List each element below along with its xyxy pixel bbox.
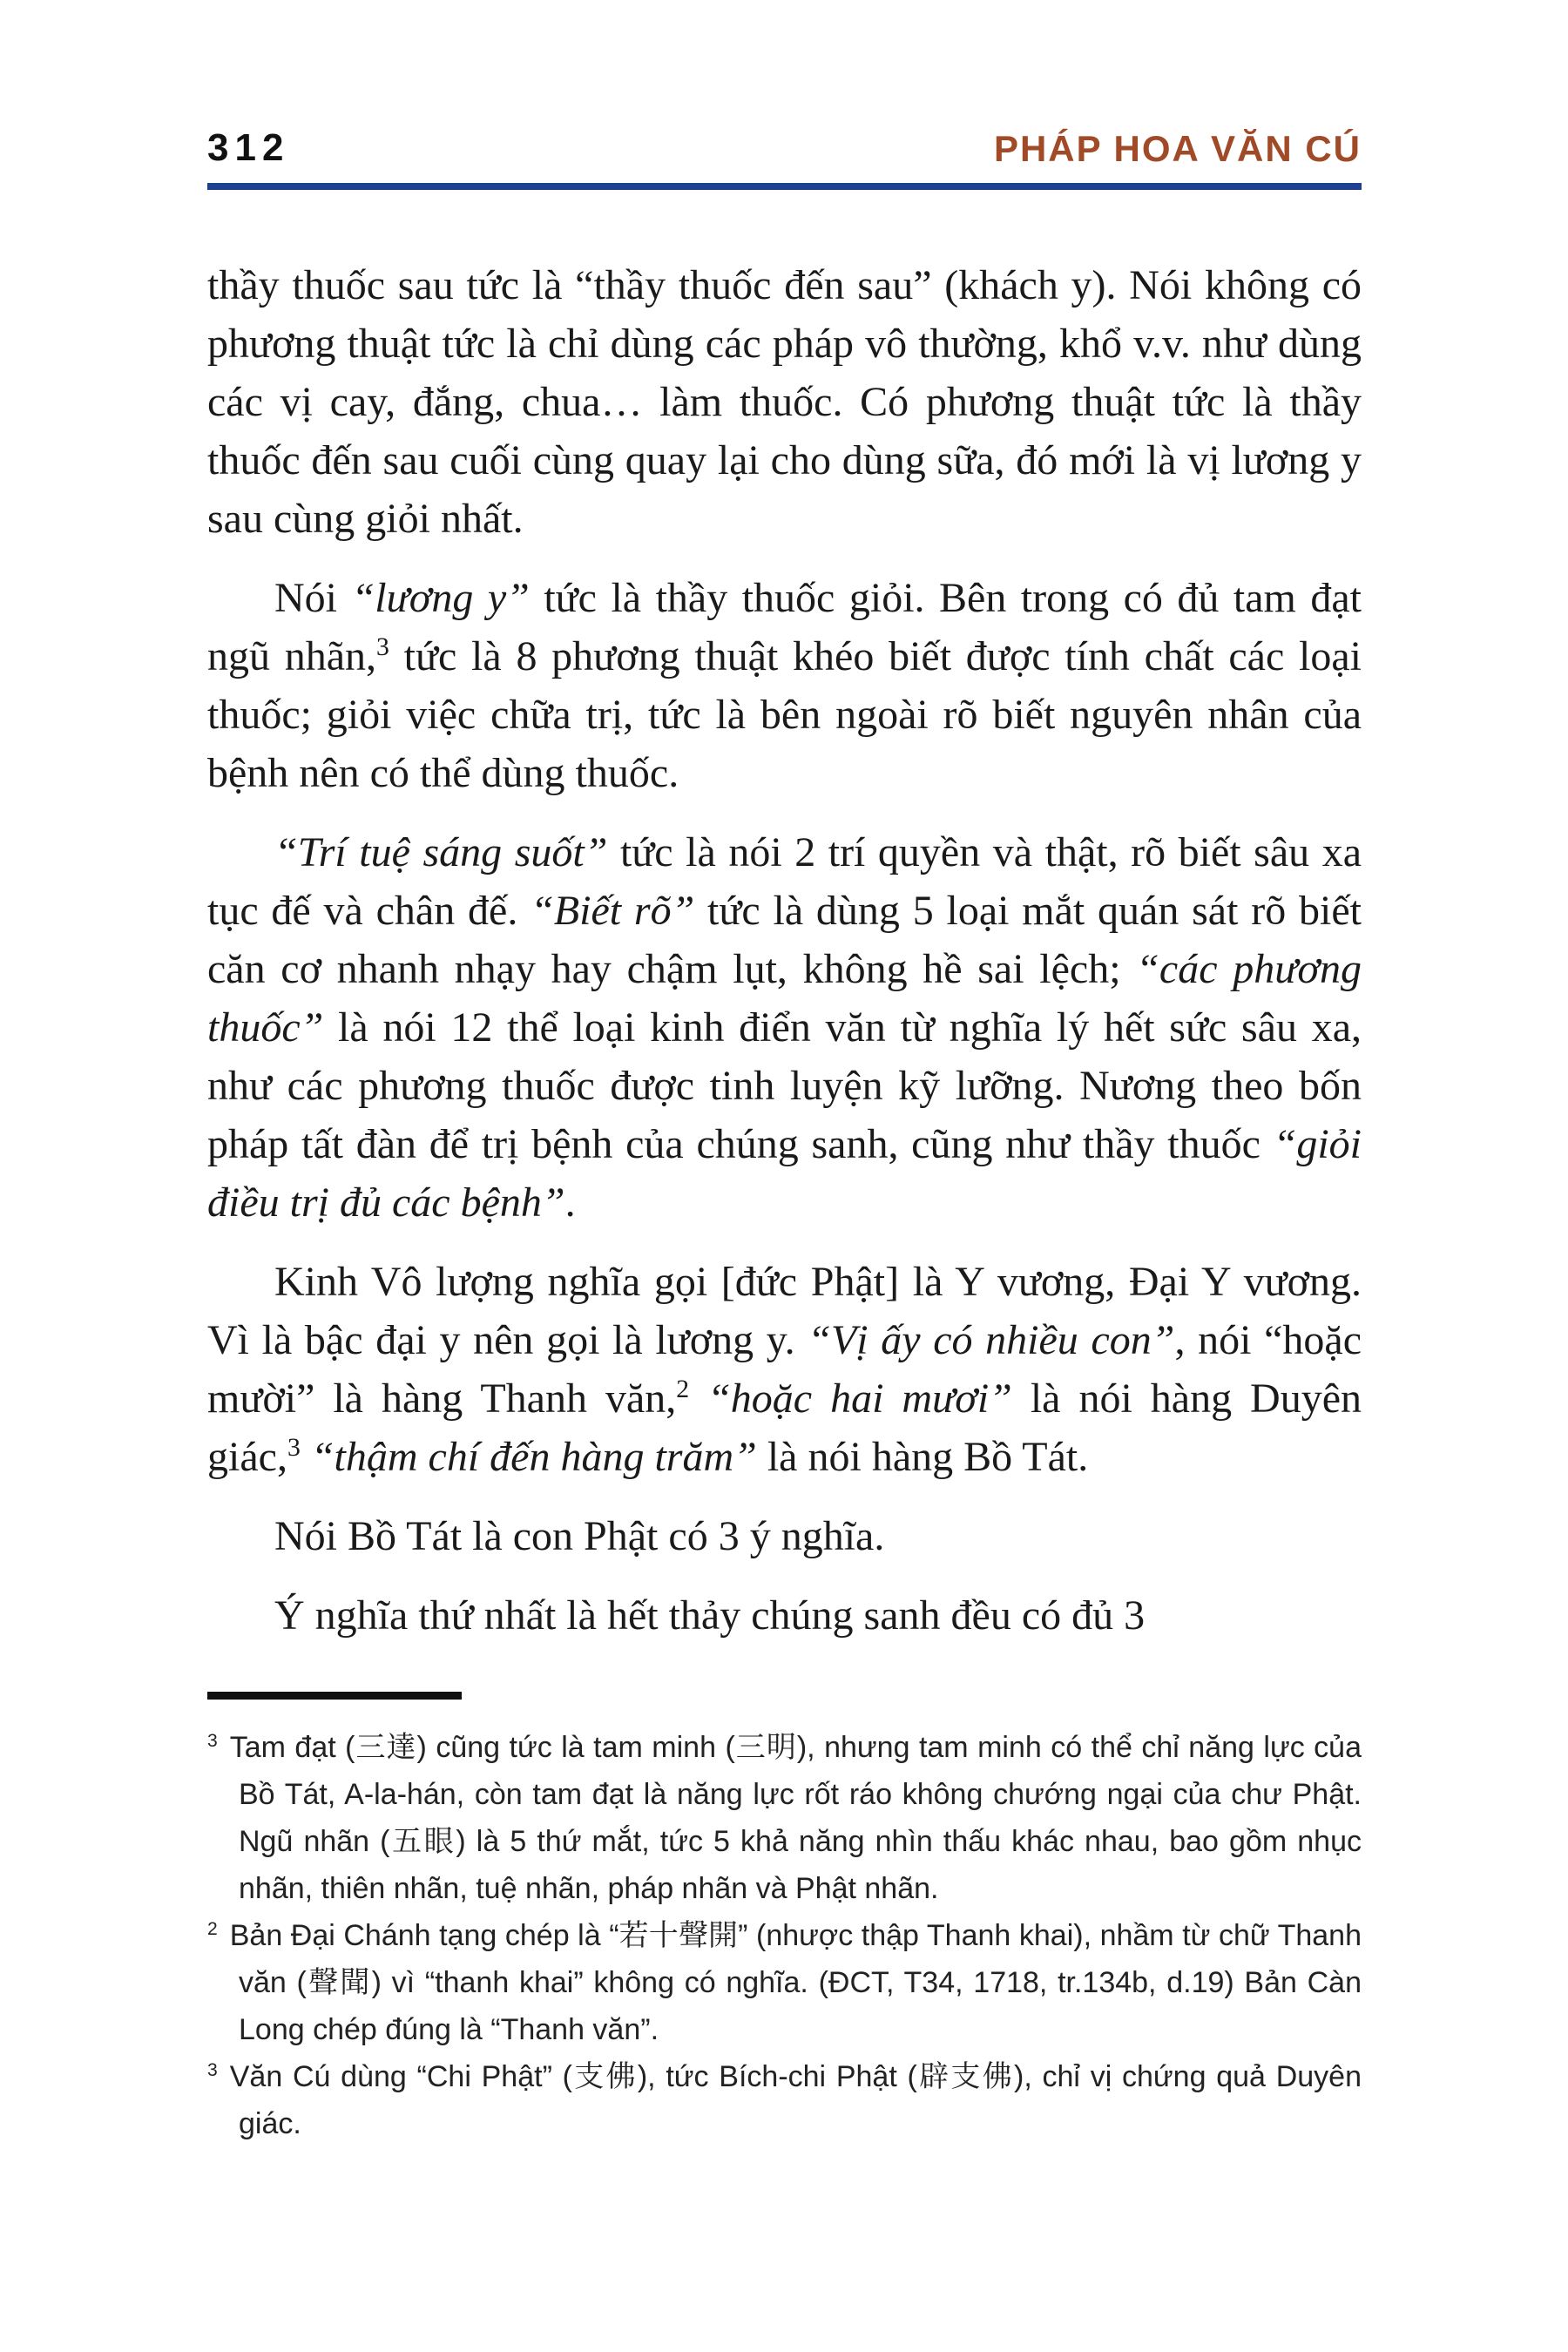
italic-run: “lương y” — [351, 575, 530, 621]
text-run: Bản Đại Chánh tạng chép là “若十聲開” (nhược thập Thanh khai), nhầm từ chữ Thanh văn (聲聞) vì “thanh khai” không có nghĩa. (ĐCT, T34, 1718, tr.134b, d.19) Bản Càn Long chép đúng là “Thanh văn”. — [229, 1919, 1362, 2046]
italic-run: “Vị ấy có nhiều con” — [808, 1317, 1175, 1363]
text-run: là nói 12 thể loại kinh điển văn từ nghĩa lý hết sức sâu xa, như các phương thuốc được tinh luyện kỹ lưỡng. Nương theo bốn pháp tất đàn để trị bệnh của chúng sanh, cũng như thầy thuốc — [207, 1004, 1362, 1167]
footnote-marker: 3 — [207, 2059, 218, 2080]
footnotes-section — [207, 1724, 1362, 2147]
text-run: Nói Bồ Tát là con Phật có 3 ý nghĩa. — [274, 1513, 885, 1559]
italic-run: “Biết rõ” — [531, 888, 695, 934]
italic-run: “hoặc hai mươi” — [707, 1375, 1012, 1422]
text-run — [689, 1375, 707, 1422]
text-run: , nói “hoặc mười” là hàng Thanh văn, — [207, 1317, 1362, 1422]
text-run: Ý nghĩa thứ nhất là hết thảy chúng sanh đều có đủ 3 — [274, 1592, 1146, 1639]
paragraph — [207, 1586, 1362, 1645]
text-run: là nói hàng Bồ Tát. — [756, 1434, 1089, 1480]
italic-run: “Trí tuệ sáng suốt” — [274, 829, 608, 875]
paragraph — [207, 823, 1362, 1232]
footnote-separator — [207, 1692, 462, 1700]
text-run: . — [564, 1179, 576, 1226]
footnote-reference: 3 — [376, 632, 389, 661]
text-run — [301, 1434, 311, 1480]
text-run: tức là thầy thuốc giỏi. Bên trong có đủ tam đạt ngũ nhãn, — [207, 575, 1362, 679]
text-run: tức là 8 phương thuật khéo biết được tính chất các loại thuốc; giỏi việc chữa trị, tức là bên ngoài rõ biết nguyên nhân của bệnh nên có thể dùng thuốc. — [207, 633, 1362, 796]
italic-run: “thậm chí đến hàng trăm” — [310, 1434, 757, 1480]
text-run: Nói — [274, 575, 352, 621]
running-title: PHÁP HOA VĂN CÚ — [993, 128, 1362, 169]
paragraph — [207, 256, 1362, 548]
paragraph — [207, 1253, 1362, 1486]
italic-run: “các phương thuốc” — [207, 946, 1362, 1051]
text-run: Kinh Vô lượng nghĩa gọi [đức Phật] là Y vương, Đại Y vương. Vì là bậc đại y nên gọi là lương y. — [207, 1259, 1362, 1363]
text-run: là nói hàng Duyên giác, — [207, 1375, 1362, 1480]
footnote-reference: 2 — [676, 1375, 690, 1403]
footnote — [207, 1724, 1362, 1912]
text-run: Văn Cú dùng “Chi Phật” (支佛), tức Bích-chi Phật (辟支佛), chỉ vị chứng quả Duyên giác. — [229, 2060, 1362, 2140]
paragraph — [207, 569, 1362, 802]
footnote-marker: 3 — [207, 1730, 218, 1751]
text-run: tức là nói 2 trí quyền và thật, rõ biết sâu xa tục đế và chân đế. — [207, 829, 1362, 934]
text-run: tức là dùng 5 loại mắt quán sát rõ biết căn cơ nhanh nhạy hay chậm lụt, không hề sai lệch; — [207, 888, 1362, 992]
paragraph — [207, 1507, 1362, 1565]
footnote-marker: 2 — [207, 1918, 218, 1939]
text-run: thầy thuốc sau tức là “thầy thuốc đến sau” (khách y). Nói không có phương thuật tức là chỉ dùng các pháp vô thường, khổ v.v. như dùng các vị cay, đắng, chua… làm thuốc. Có phương thuật tức là thầy thuốc đến sau cuối cùng quay lại cho dùng sữa, đó mới là vị lương y sau cùng giỏi nhất. — [207, 262, 1362, 542]
footnote — [207, 1912, 1362, 2053]
page-header — [207, 126, 1362, 190]
footnote-reference: 3 — [287, 1433, 301, 1462]
page-number: 312 — [207, 126, 290, 169]
italic-run: “giỏi điều trị đủ các bệnh” — [207, 1121, 1362, 1226]
body-text — [207, 256, 1362, 1645]
footnote — [207, 2053, 1362, 2147]
text-run: Tam đạt (三達) cũng tức là tam minh (三明), nhưng tam minh có thể chỉ năng lực của Bồ Tát, A-la-hán, còn tam đạt là năng lực rốt ráo không chướng ngại của chư Phật. Ngũ nhãn (五眼) là 5 thứ mắt, tức 5 khả năng nhìn thấu khác nhau, bao gồm nhục nhãn, thiên nhãn, tuệ nhãn, pháp nhãn và Phật nhãn. — [229, 1731, 1362, 1905]
